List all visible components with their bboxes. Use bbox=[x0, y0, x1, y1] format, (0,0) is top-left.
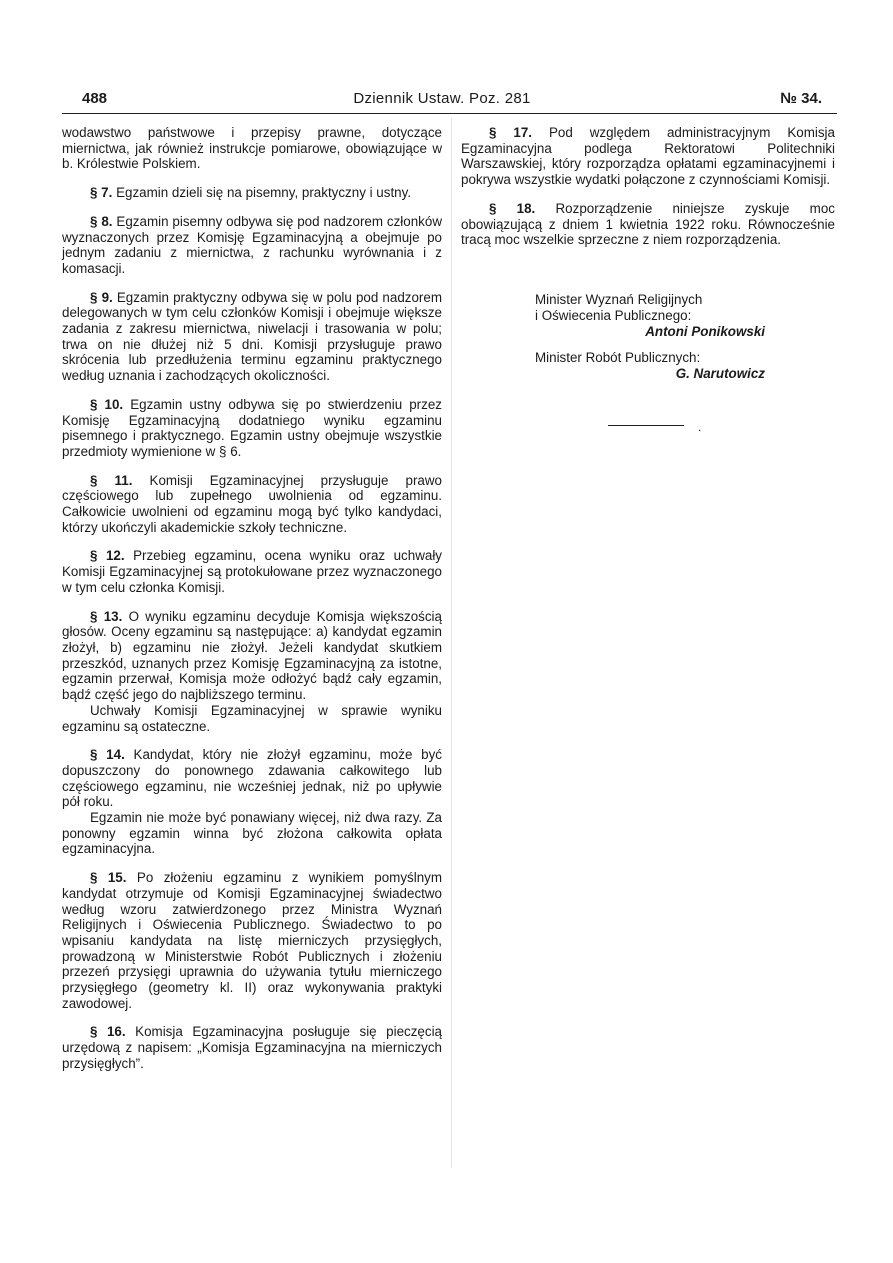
section-number: § 16. bbox=[90, 1024, 126, 1040]
section-number: § 7. bbox=[90, 185, 113, 201]
continuation-paragraph: wodawstwo państwowe i przepisy prawne, dotyczące miernictwa, jak również instrukcje pomiarowe, obowiązujące w b. Królestwie Polskiem. bbox=[62, 125, 442, 172]
section-number: § 17. bbox=[489, 125, 533, 140]
section-15 bbox=[62, 870, 442, 1011]
issue-number: № 34. bbox=[780, 90, 822, 107]
section-number: § 8. bbox=[90, 213, 113, 229]
section-text: Pod względem administracyjnym Komisja Egzaminacyjna podlega Rektoratowi Politechniki Warszawskiej, który rozporządza opłatami egzaminacyjnemi i pokrywa wszystkie wydatki połączone z czynnościami Komisji. bbox=[461, 125, 835, 188]
section-number: § 10. bbox=[90, 396, 124, 412]
section-text: Po złożeniu egzaminu z wynikiem pomyślnym kandydat otrzymuje od Komisji Egzaminacyjnej świadectwo według wzoru zatwierdzonego przez Ministra Wyznań Religijnych i Oświecenia Publicznego. Świadectwo to po wpisaniu kandydata na listę mierniczych przysięgłych, prowadzoną w Ministerstwie Robót Publicznych i złożeniu przezeń przysięgi uprawnia do używania tytułu mierniczego przysięgłego (geometry kl. II) oraz wykonywania praktyki zawodowej. bbox=[62, 870, 442, 1011]
section-text: Przebieg egzaminu, ocena wyniku oraz uchwały Komisji Egzaminacyjnej są protokułowane przez wyznaczonego w tym celu członka Komisji. bbox=[62, 548, 442, 595]
signature-role: i Oświecenia Publicznego: bbox=[535, 308, 692, 323]
section-number: § 18. bbox=[489, 200, 536, 216]
section-18 bbox=[461, 201, 835, 248]
section-text: Egzamin praktyczny odbywa się w polu pod nadzorem delegowanych w tym celu członków Komisji i obejmuje większe zadania z zakresu miernictwa, niwelacji i trasowania w polu; trwa on nie dłużej niż 5 dni. Komisji przysługuje prawo skrócenia lub przedłużenia terminu egzaminu praktycznego według uznania i zachodzących okoliczności. bbox=[62, 289, 442, 384]
section-number: § 13. bbox=[90, 608, 123, 624]
section-11 bbox=[62, 473, 442, 536]
signature-role: Minister Wyznań Religijnych bbox=[535, 292, 703, 307]
section-text: Komisji Egzaminacyjnej przysługuje prawo częściowego lub zupełnego uwolnienia od egzaminu. Całkowicie uwolnieni od egzaminu mogą być tylko kandydaci, którzy ukończyli akademickie szkoły techniczne. bbox=[62, 472, 442, 535]
section-text: Komisja Egzaminacyjna posługuje się pieczęcią urzędową z napisem: „Komisja Egzaminacyjna na mierniczych przysięgłych”. bbox=[62, 1024, 442, 1071]
section-14-paragraph-2: Egzamin nie może być ponawiany więcej, niż dwa razy. Za ponowny egzamin winna być złożona całkowita opłata egzaminacyjna. bbox=[62, 810, 442, 857]
signature-block-public-works bbox=[535, 350, 765, 382]
column-separator bbox=[451, 118, 452, 1168]
section-number: § 9. bbox=[90, 289, 113, 305]
section-8 bbox=[62, 214, 442, 277]
end-rule bbox=[608, 425, 684, 426]
left-column bbox=[62, 125, 442, 1072]
signature-name: G. Narutowicz bbox=[675, 366, 765, 381]
section-number: § 12. bbox=[90, 548, 125, 564]
section-13-paragraph-2: Uchwały Komisji Egzaminacyjnej w sprawie wyniku egzaminu są ostateczne. bbox=[62, 702, 442, 734]
section-text: Egzamin dzieli się na pisemny, praktyczny i ustny. bbox=[116, 185, 412, 201]
signature-role: Minister Robót Publicznych: bbox=[535, 350, 701, 365]
section-text: Kandydat, który nie złożył egzaminu, może być dopuszczony do ponownego zdawania całkowitego lub częściowego egzaminu, nie wcześniej jednak, niż po upływie pół roku. bbox=[62, 747, 442, 810]
journal-title: Dziennik Ustaw. Poz. 281 bbox=[353, 90, 531, 107]
signature-block-religion bbox=[535, 292, 765, 340]
section-10 bbox=[62, 397, 442, 460]
right-column bbox=[461, 125, 835, 261]
section-text: O wyniku egzaminu decyduje Komisja większością głosów. Oceny egzaminu są następujące: a) kandydat egzamin złożył, b) egzaminu nie złożył. Jeżeli kandydat skutkiem przeszkód, uznanych przez Komisję Egzaminacyjną za istotne, egzamin przerwał, Komisja może odłożyć bądź cały egzamin, bądź część jego do najbliższego terminu. bbox=[62, 608, 442, 703]
section-number: § 15. bbox=[90, 870, 127, 886]
section-text: Rozporządzenie niniejsze zyskuje moc obowiązującą z dniem 1 kwietnia 1922 roku. Równocześnie tracą moc wszelkie sprzeczne z niem rozporządzenia. bbox=[461, 200, 835, 248]
section-17 bbox=[461, 125, 835, 188]
section-9 bbox=[62, 290, 442, 384]
section-text: Egzamin pisemny odbywa się pod nadzorem członków wyznaczonych przez Komisję Egzaminacyjną a obejmuje po jednym zadaniu z miernictwa, z rachunku wyrównania i z komasacji. bbox=[62, 213, 442, 276]
page-number: 488 bbox=[82, 90, 108, 107]
header-rule bbox=[62, 113, 837, 114]
page-header bbox=[62, 90, 822, 112]
section-number: § 11. bbox=[90, 472, 133, 488]
section-12 bbox=[62, 548, 442, 595]
section-13 bbox=[62, 609, 442, 703]
end-dot: . bbox=[698, 420, 702, 434]
signature-name: Antoni Ponikowski bbox=[645, 324, 765, 339]
section-14 bbox=[62, 747, 442, 810]
section-7 bbox=[62, 185, 442, 201]
section-number: § 14. bbox=[90, 747, 125, 763]
section-text: Egzamin ustny odbywa się po stwierdzeniu przez Komisję Egzaminacyjną dodatniego wyniku egzaminu pisemnego i praktycznego. Egzamin ustny obejmuje wszystkie przedmioty wymienione w § 6. bbox=[62, 396, 442, 459]
section-16 bbox=[62, 1024, 442, 1071]
